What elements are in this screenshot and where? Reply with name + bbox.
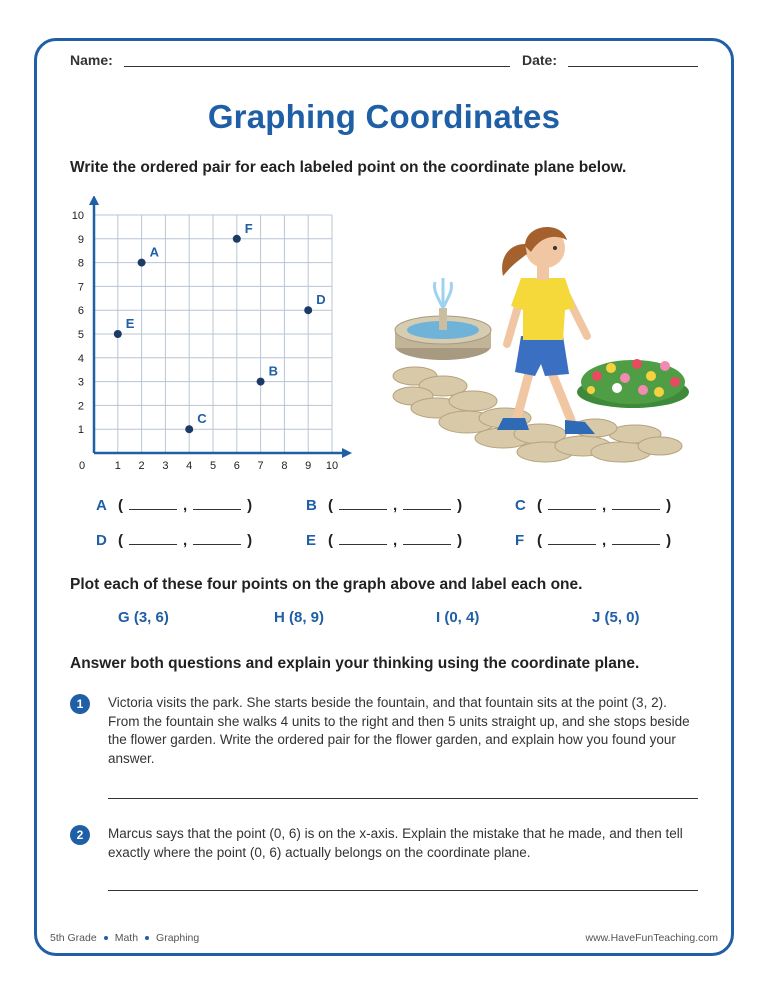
name-label: Name: — [70, 52, 113, 68]
x-blank[interactable] — [339, 533, 387, 545]
name-line[interactable] — [124, 66, 510, 67]
date-line[interactable] — [568, 66, 698, 67]
point-f — [233, 235, 241, 243]
comma: , — [393, 532, 398, 549]
point-label-f: F — [244, 220, 253, 236]
page-title: Graphing Coordinates — [207, 98, 561, 135]
girl-figure — [497, 227, 595, 434]
answer-point-label: E — [306, 532, 317, 549]
comma: , — [602, 497, 607, 514]
open-paren: ( — [328, 497, 333, 514]
answer-point-label: D — [96, 532, 107, 549]
x-tick-label: 6 — [233, 460, 240, 472]
x-axis-arrow — [342, 448, 352, 458]
x-blank[interactable] — [129, 498, 177, 510]
y-tick-label: 2 — [77, 400, 84, 413]
y-blank[interactable] — [612, 498, 660, 510]
footer-grade: 5th Grade — [50, 932, 97, 944]
x-tick-label: 8 — [281, 460, 288, 472]
footer-site[interactable]: www.HaveFunTeaching.com — [585, 932, 718, 944]
y-blank[interactable] — [403, 533, 451, 545]
x-blank[interactable] — [548, 533, 596, 545]
answer-row-b — [306, 497, 462, 514]
open-paren: ( — [328, 532, 333, 549]
point-label-c: C — [197, 411, 207, 427]
plot-point-0: G (3, 6) — [118, 609, 169, 626]
footer-dot — [104, 936, 108, 940]
open-paren: ( — [118, 532, 123, 549]
x-blank[interactable] — [129, 533, 177, 545]
close-paren: ) — [666, 497, 672, 514]
point-a — [138, 259, 146, 267]
question-2-text: Marcus says that the point (0, 6) is on the x-axis. Explain the mistake that he made, and then tell exactly where the point (0, 6) actually belongs on the coordinate plane. — [108, 826, 683, 860]
y-tick-label: 7 — [77, 281, 84, 294]
section3-instruction: Answer both questions and explain your thinking using the coordinate plane. — [70, 655, 640, 672]
y-blank[interactable] — [612, 533, 660, 545]
footer-dot — [145, 936, 149, 940]
y-tick-label: 10 — [71, 210, 84, 222]
comma: , — [393, 497, 398, 514]
girl-walking-illustration — [385, 196, 690, 476]
footer-topic: Graphing — [156, 932, 200, 944]
answer-row-e — [306, 532, 462, 549]
answer-row-c — [515, 497, 671, 514]
x-tick-label: 10 — [325, 460, 339, 472]
point-d — [304, 306, 312, 314]
plot-point-3: J (5, 0) — [592, 609, 640, 626]
close-paren: ) — [457, 532, 463, 549]
question-1-answer-line[interactable] — [108, 798, 698, 799]
fountain — [395, 278, 491, 360]
answer-point-label: C — [515, 497, 526, 514]
x-tick-label: 4 — [186, 460, 193, 472]
y-tick-label: 1 — [77, 424, 84, 437]
close-paren: ) — [247, 497, 253, 514]
plot-point-1: H (8, 9) — [274, 609, 325, 626]
open-paren: ( — [537, 532, 542, 549]
close-paren: ) — [247, 532, 253, 549]
open-paren: ( — [537, 497, 542, 514]
x-blank[interactable] — [339, 498, 387, 510]
point-label-a: A — [149, 244, 159, 260]
answer-point-label: B — [306, 497, 317, 514]
x-tick-label: 7 — [257, 460, 264, 472]
comma: , — [602, 532, 607, 549]
x-tick-label: 1 — [114, 460, 121, 472]
point-b — [257, 378, 265, 386]
point-label-d: D — [316, 292, 326, 308]
y-axis-arrow — [89, 196, 99, 205]
answer-point-label: F — [515, 532, 525, 549]
x-tick-label: 9 — [305, 460, 312, 472]
x-tick-label: 2 — [138, 460, 145, 472]
x-tick-label: 0 — [78, 460, 86, 472]
flower-garden — [577, 359, 689, 408]
x-tick-labels — [79, 460, 338, 472]
question-2-answer-line[interactable] — [108, 890, 698, 891]
point-c — [185, 425, 193, 433]
point-e — [114, 330, 122, 338]
footer-subject: Math — [114, 932, 139, 944]
y-blank[interactable] — [403, 498, 451, 510]
y-tick-label: 9 — [77, 233, 84, 246]
section2-instruction: Plot each of these four points on the graph above and label each one. — [70, 576, 583, 593]
y-tick-label: 5 — [77, 329, 84, 341]
coordinate-plane — [60, 196, 360, 481]
point-label-e: E — [125, 316, 135, 331]
close-paren: ) — [457, 497, 463, 514]
question-1-text: Victoria visits the park. She starts beside the fountain, and that fountain sits at the point (3, 2). From the fountain she walks 4 units to the right and then 5 units straight up, and she stops beside the flower garden. Write the ordered pair for the flower garden, and explain how you found your answer. — [108, 695, 690, 766]
x-tick-label: 5 — [209, 460, 217, 472]
y-tick-labels — [72, 210, 84, 436]
question-2-number: 2 — [70, 825, 90, 845]
comma: , — [183, 497, 188, 514]
y-tick-label: 4 — [77, 352, 84, 365]
x-tick-label: 3 — [162, 460, 169, 472]
plot-point-2: I (0, 4) — [436, 609, 480, 626]
y-tick-label: 6 — [77, 305, 84, 318]
answer-row-a — [96, 497, 252, 514]
footer-tags — [50, 932, 199, 944]
y-blank[interactable] — [193, 533, 241, 545]
grid-lines — [94, 215, 332, 453]
question-1-number: 1 — [70, 694, 90, 714]
y-tick-label: 8 — [77, 257, 84, 270]
section1-instruction: Write the ordered pair for each labeled point on the coordinate plane below. — [70, 159, 627, 176]
answer-row-d — [96, 532, 252, 549]
open-paren: ( — [118, 497, 123, 514]
x-blank[interactable] — [548, 498, 596, 510]
point-label-b: B — [268, 363, 278, 379]
plotted-points — [114, 221, 326, 433]
answer-row-f — [515, 532, 671, 549]
date-label: Date: — [522, 52, 558, 68]
y-tick-label: 3 — [77, 376, 84, 389]
answer-point-label: A — [96, 497, 107, 514]
close-paren: ) — [666, 532, 672, 549]
y-blank[interactable] — [193, 498, 241, 510]
comma: , — [183, 532, 188, 549]
